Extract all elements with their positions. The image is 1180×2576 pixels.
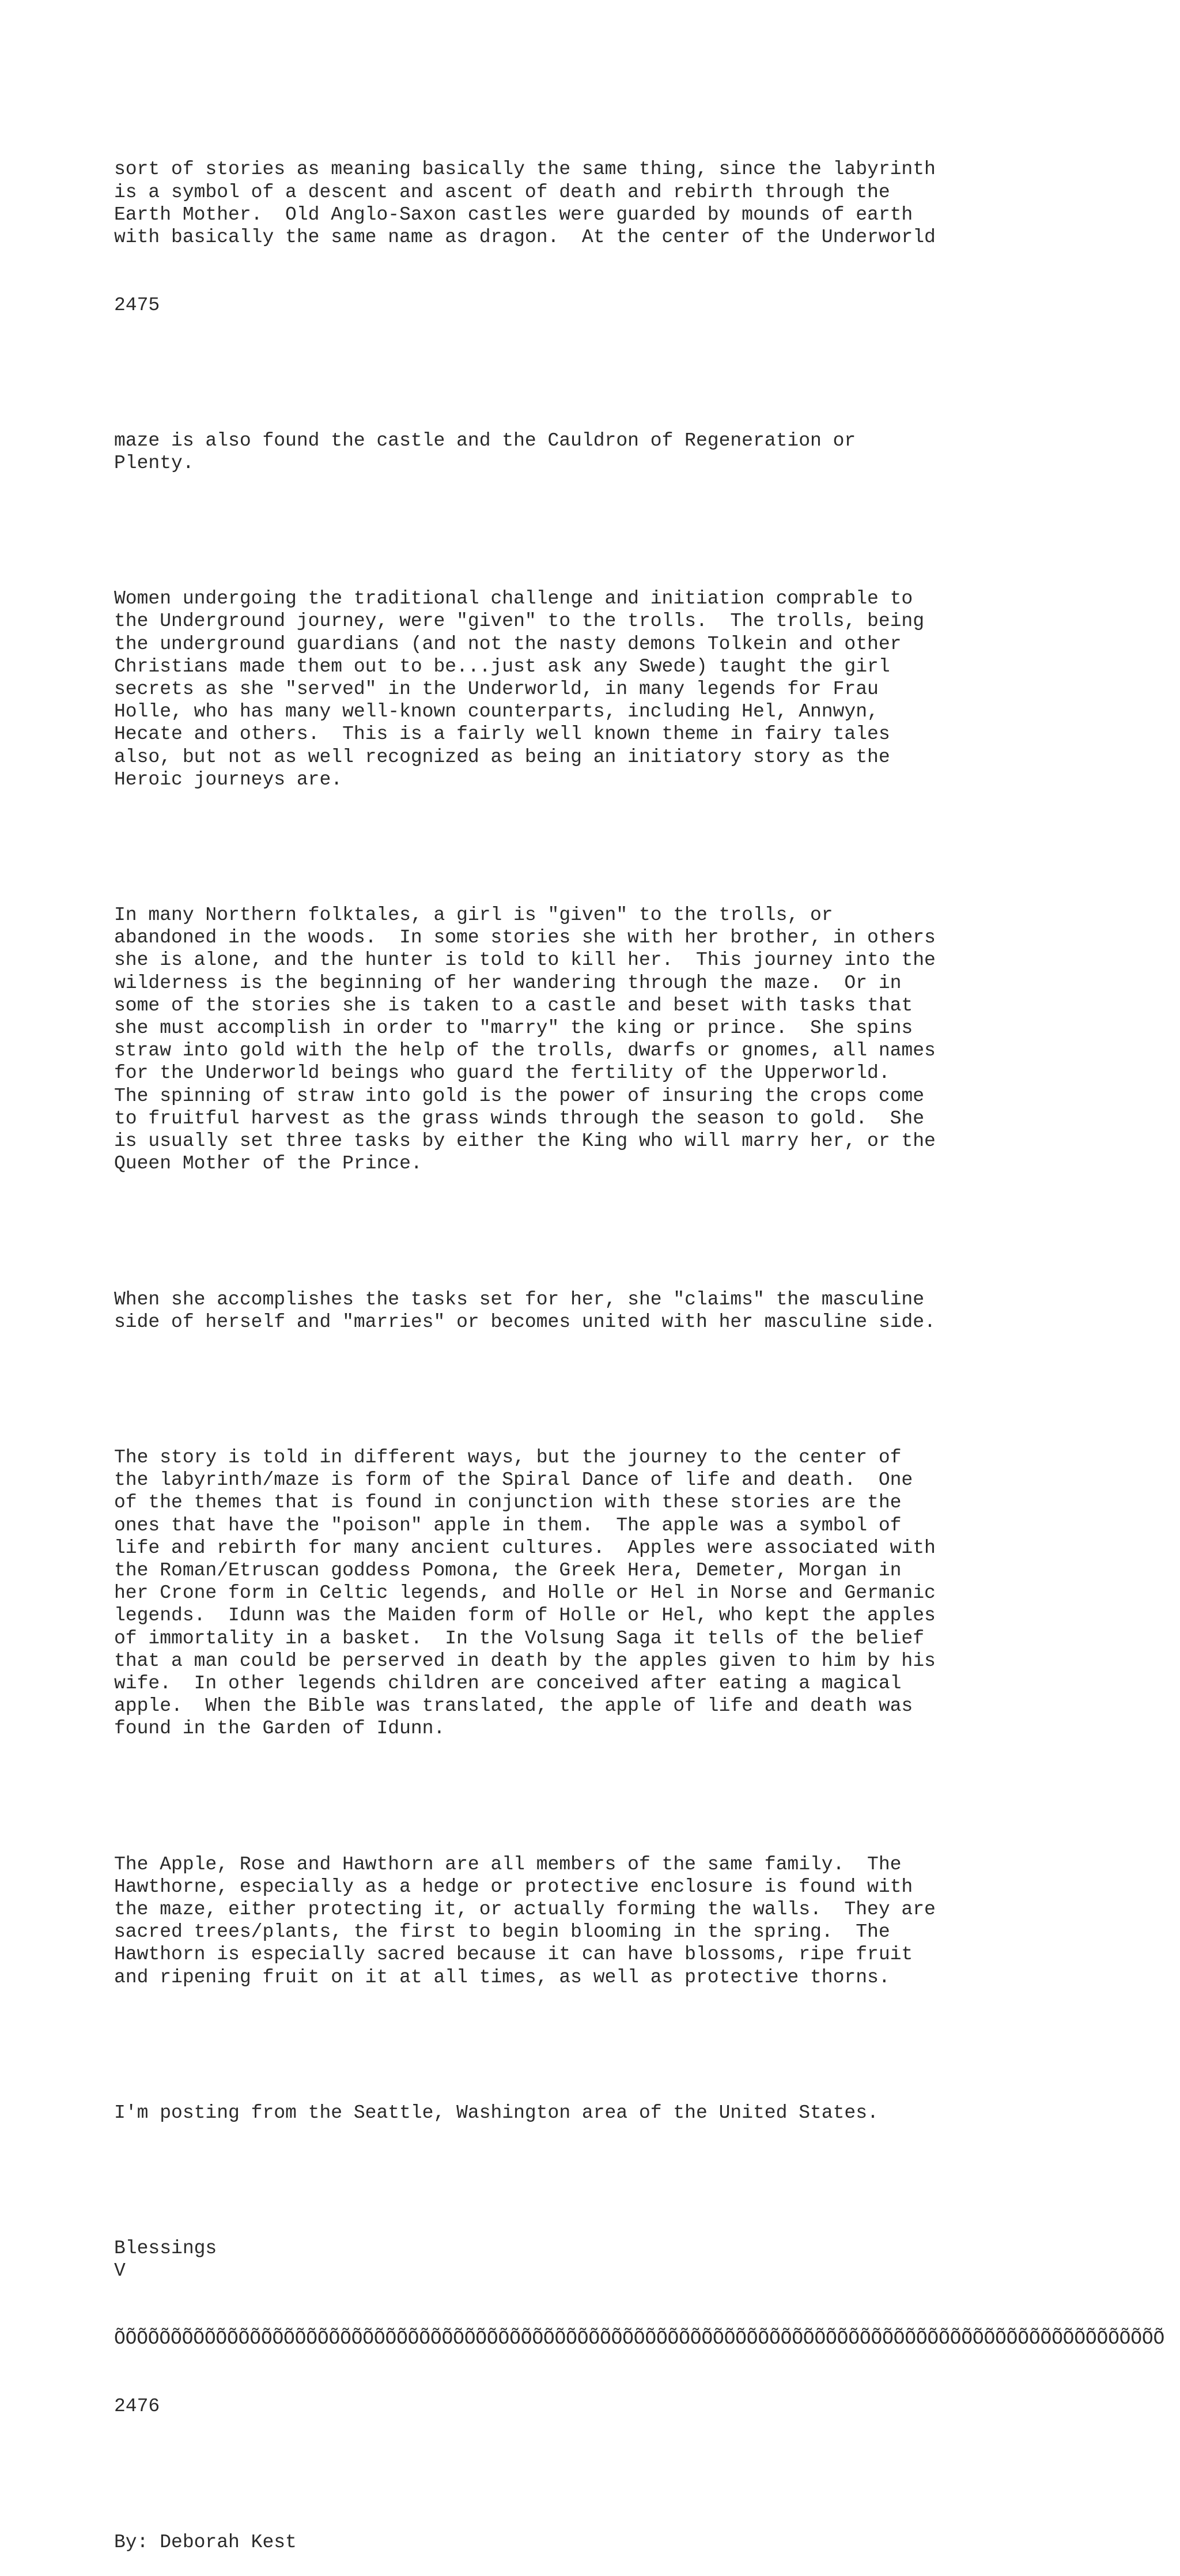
paragraph-gap [114,2169,1140,2192]
paragraph-location: I'm posting from the Seattle, Washington area of the United States. [114,2102,879,2124]
paragraph-tasks-masculine: When she accomplishes the tasks set for her, she "claims" the masculine side of herself and "marries" or becomes united with her masculine side. [114,1288,936,1333]
signature-block: Blessings V [114,2237,217,2282]
paragraph-gap [114,361,1140,384]
paragraph-cauldron: maze is also found the castle and the Cauldron of Regeneration or Plenty. [114,429,856,474]
paragraph-hawthorn: The Apple, Rose and Hawthorn are all members of the same family. The Hawthorne, especially as a hedge or protective enclosure is found with the maze, either protecting it, or actually forming the walls. They are sacred trees/plants, the first to begin blooming in the spring. The Hawthorn is especially sacred because it can have blossoms, ripe fruit and ripening fruit on it at all times, as well as protective thorns. [114,1853,936,1988]
separator-line: ÕÕÕÕÕÕÕÕÕÕÕÕÕÕÕÕÕÕÕÕÕÕÕÕÕÕÕÕÕÕÕÕÕÕÕÕÕÕÕÕÕÕÕÕÕÕÕÕÕÕÕÕÕÕÕÕÕÕÕÕÕÕÕÕÕÕÕÕÕÕÕÕÕÕÕÕÕÕÕÕÕÕÕÕÕÕÕÕÕÕÕÕÕ [114,2328,1165,2349]
document-page [114,113,1165,2576]
paragraph-gap [114,520,1140,542]
paragraph-gap [114,1220,1140,1243]
paragraph-gap [114,2034,1140,2056]
paragraph-gap [114,2463,1140,2486]
paragraph-gap [114,1785,1140,1808]
paragraph-gap [114,1378,1140,1401]
page-number-2476: 2476 [114,2396,160,2417]
paragraph-northern-folktales: In many Northern folktales, a girl is "given" to the trolls, or abandoned in the woods. In some stories she with her brother, in others she is alone, and the hunter is told to kill her. This journey into the wilderness is the beginning of her wandering through the maze. Or in some of the stories she is taken to a castle and beset with tasks that she must accomplish in order to "marry" the king or prince. She spins straw into gold with the help of the trolls, dwarfs or gnomes, all names for the Underworld beings who guard the fertility of the Upperworld. The spinning of straw into gold is the power of insuring the crops come to fruitful harvest as the grass winds through the season to gold. She is usually set three tasks by either the King who will marry her, or the Queen Mother of the Prince. [114,904,936,1175]
paragraph-apple-symbol: The story is told in different ways, but the journey to the center of the labyrinth/maze is form of the Spiral Dance of life and death. One of the themes that is found in conjunction with these stories are the ones that have the "poison" apple in them. The apple was a symbol of life and rebirth for many ancient cultures. Apples were associated with the Roman/Etruscan goddess Pomona, the Greek Hera, Demeter, Morgan in her Crone form in Celtic legends, and Holle or Hel in Norse and Germanic legends. Idunn was the Maiden form of Holle or Hel, who kept the apples of immortality in a basket. In the Volsung Saga it tells of the belief that a man could be perserved in death by the apples given to him by his wife. In other legends children are conceived after eating a magical apple. When the Bible was translated, the apple of life and death was found in the Garden of Idunn. [114,1446,936,1740]
paragraph-gap [114,836,1140,858]
byline: By: Deborah Kest [114,2531,297,2553]
page-number-2475: 2475 [114,294,160,316]
paragraph-women-trolls: Women undergoing the traditional challenge and initiation comprable to the Underground journey, were "given" to the trolls. The trolls, being the underground guardians (and not the nasty demons Tolkein and other Christians made them out to be...just ask any Swede) taught the girl secrets as she "served" in the Underworld, in many legends for Frau Holle, who has many well-known counterparts, including Hel, Annwyn, Hecate and others. This is a fairly well known theme in fairy tales also, but not as well recognized as being an initiatory story as the Heroic journeys are. [114,588,925,790]
paragraph-labyrinth-symbol: sort of stories as meaning basically the same thing, since the labyrinth is a symbol of a descent and ascent of death and rebirth through the Earth Mother. Old Anglo-Saxon castles were guarded by mounds of earth with basically the same name as dragon. At the center of the Underworld [114,159,936,248]
